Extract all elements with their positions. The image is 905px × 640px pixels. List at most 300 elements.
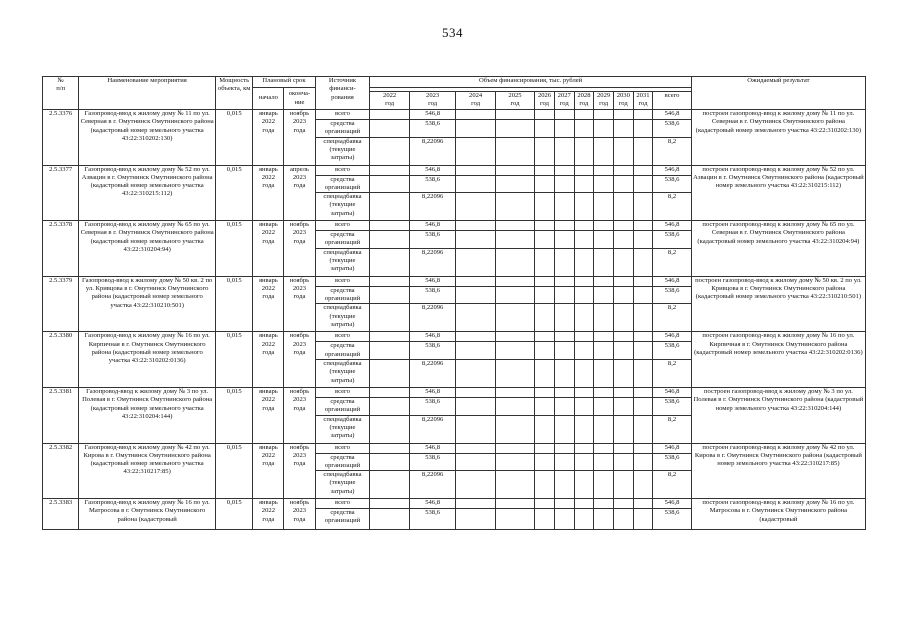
source-org: средства организаций	[315, 231, 370, 249]
row-result: построен газопровод-ввод к жилому дому № 52 по ул. Азвацин в г. Омутнинск Омутнинского района (кадастровый номер земельного участка 43:22:310215:112)	[691, 165, 865, 221]
finance-total: 8,2	[653, 359, 691, 387]
finance-cell	[370, 248, 409, 276]
finance-cell	[633, 120, 653, 138]
finance-cell	[633, 221, 653, 231]
finance-2023: 538,6	[409, 175, 456, 193]
finance-total: 546,8	[653, 387, 691, 397]
finance-cell	[495, 248, 534, 276]
finance-cell	[370, 304, 409, 332]
row-start: январь 2022 года	[253, 221, 284, 277]
row-result: построен газопровод-ввод к жилому дому № 16 по ул. Кирпичная в г. Омутнинск Омутнинского района (кадастровый номер земельного участка 43:22:310202:0136)	[691, 332, 865, 388]
row-result: построен газопровод-ввод к жилому дому № 65 по ул. Северная в г. Омутнинск Омутнинского района (кадастровый номер земельного участка 43:22:310204:94)	[691, 221, 865, 277]
finance-cell	[613, 165, 633, 175]
row-start: январь 2022 года	[253, 110, 284, 166]
finance-cell	[554, 165, 574, 175]
finance-cell	[370, 471, 409, 499]
source-total: всего	[315, 443, 370, 453]
finance-cell	[594, 397, 614, 415]
row-end: ноябрь 2023 года	[284, 221, 315, 277]
finance-cell	[370, 276, 409, 286]
finance-cell	[613, 509, 633, 530]
finance-cell	[370, 509, 409, 530]
finance-cell	[370, 286, 409, 304]
finance-cell	[594, 221, 614, 231]
finance-cell	[633, 276, 653, 286]
header-year: 2026 год	[535, 92, 555, 110]
row-name: Газопровод-ввод к жилому дому № 42 по ул. Кирова в г. Омутнинск Омутнинского района (кадастровый номер земельного участка 43:22:310217:85)	[79, 443, 216, 499]
header-finance: Объем финансирования, тыс. рублей	[370, 77, 691, 88]
finance-cell	[370, 120, 409, 138]
finance-cell	[456, 231, 495, 249]
finance-cell	[574, 453, 594, 471]
finance-total: 538,6	[653, 509, 691, 530]
finance-cell	[574, 443, 594, 453]
table-row	[43, 387, 866, 397]
finance-cell	[495, 304, 534, 332]
finance-cell	[574, 175, 594, 193]
finance-cell	[633, 165, 653, 175]
finance-cell	[495, 231, 534, 249]
finance-cell	[370, 332, 409, 342]
finance-cell	[594, 193, 614, 221]
row-result: построен газопровод-ввод к жилому дому № 16 по ул. Матросова в г. Омутнинск Омутнинского района (кадастровый	[691, 499, 865, 530]
table-row	[43, 165, 866, 175]
finance-cell	[594, 509, 614, 530]
finance-2023: 546,8	[409, 499, 456, 509]
header-year: 2028 год	[574, 92, 594, 110]
finance-cell	[574, 110, 594, 120]
row-capacity: 0,015	[216, 443, 253, 499]
finance-cell	[535, 231, 555, 249]
finance-cell	[613, 443, 633, 453]
finance-cell	[554, 397, 574, 415]
finance-cell	[554, 359, 574, 387]
finance-cell	[633, 332, 653, 342]
table-row	[43, 221, 866, 231]
row-end: ноябрь 2023 года	[284, 499, 315, 530]
finance-total: 8,2	[653, 415, 691, 443]
finance-cell	[495, 415, 534, 443]
finance-cell	[574, 397, 594, 415]
row-end: апрель 2023 года	[284, 165, 315, 221]
source-total: всего	[315, 221, 370, 231]
finance-cell	[574, 415, 594, 443]
table-body	[43, 110, 866, 530]
finance-cell	[613, 221, 633, 231]
finance-2023: 8,22096	[409, 415, 456, 443]
finance-cell	[574, 304, 594, 332]
finance-cell	[370, 387, 409, 397]
row-name: Газопровод-ввод к жилому дому № 3 по ул. Полевая в г. Омутнинск Омутнинского района (кадастровый номер земельного участка 43:22:310204:144)	[79, 387, 216, 443]
finance-total: 546,8	[653, 165, 691, 175]
finance-cell	[633, 248, 653, 276]
source-org: средства организаций	[315, 397, 370, 415]
finance-cell	[535, 453, 555, 471]
row-number: 2.5.3383	[43, 499, 79, 530]
finance-cell	[554, 110, 574, 120]
row-name: Газопровод-ввод к жилому дому № 11 по ул. Северная в г. Омутнинск Омутнинского района (кадастровый номер земельного участка 43:22:310202:130)	[79, 110, 216, 166]
row-start: январь 2022 года	[253, 332, 284, 388]
finance-cell	[456, 276, 495, 286]
finance-cell	[535, 415, 555, 443]
finance-cell	[535, 120, 555, 138]
finance-total: 8,2	[653, 193, 691, 221]
finance-cell	[594, 443, 614, 453]
finance-cell	[370, 342, 409, 360]
finance-cell	[495, 286, 534, 304]
finance-cell	[554, 443, 574, 453]
finance-cell	[633, 453, 653, 471]
finance-cell	[535, 499, 555, 509]
finance-cell	[633, 471, 653, 499]
finance-2023: 8,22096	[409, 137, 456, 165]
source-total: всего	[315, 276, 370, 286]
source-org: средства организаций	[315, 453, 370, 471]
finance-cell	[613, 499, 633, 509]
row-end: ноябрь 2023 года	[284, 276, 315, 332]
finance-cell	[554, 471, 574, 499]
finance-total: 8,2	[653, 137, 691, 165]
finance-cell	[613, 193, 633, 221]
finance-cell	[370, 221, 409, 231]
finance-cell	[535, 286, 555, 304]
header-term: Плановый срок	[253, 77, 315, 88]
finance-cell	[456, 471, 495, 499]
finance-2023: 8,22096	[409, 471, 456, 499]
finance-table	[42, 76, 866, 530]
finance-cell	[495, 443, 534, 453]
finance-cell	[535, 359, 555, 387]
source-org: средства организаций	[315, 120, 370, 138]
finance-cell	[574, 499, 594, 509]
finance-cell	[456, 304, 495, 332]
finance-2023: 546,8	[409, 387, 456, 397]
finance-2023: 546,8	[409, 276, 456, 286]
finance-cell	[370, 193, 409, 221]
finance-cell	[535, 342, 555, 360]
row-number: 2.5.3382	[43, 443, 79, 499]
source-total: всего	[315, 165, 370, 175]
finance-cell	[535, 509, 555, 530]
finance-cell	[370, 110, 409, 120]
row-number: 2.5.3377	[43, 165, 79, 221]
finance-cell	[456, 387, 495, 397]
finance-2023: 538,6	[409, 509, 456, 530]
finance-cell	[535, 304, 555, 332]
finance-cell	[554, 175, 574, 193]
row-start: январь 2022 года	[253, 276, 284, 332]
finance-cell	[574, 165, 594, 175]
finance-cell	[554, 120, 574, 138]
finance-2023: 546,8	[409, 443, 456, 453]
finance-cell	[554, 137, 574, 165]
finance-2023: 538,6	[409, 342, 456, 360]
row-capacity: 0,015	[216, 332, 253, 388]
header-year: 2029 год	[594, 92, 614, 110]
table-row	[43, 499, 866, 509]
finance-cell	[456, 120, 495, 138]
finance-total: 8,2	[653, 248, 691, 276]
finance-cell	[554, 221, 574, 231]
row-number: 2.5.3378	[43, 221, 79, 277]
source-org: средства организаций	[315, 342, 370, 360]
finance-cell	[554, 453, 574, 471]
finance-cell	[633, 110, 653, 120]
finance-cell	[456, 499, 495, 509]
finance-cell	[613, 286, 633, 304]
finance-cell	[370, 443, 409, 453]
finance-total: 538,6	[653, 120, 691, 138]
finance-2023: 8,22096	[409, 193, 456, 221]
finance-cell	[370, 415, 409, 443]
row-result: построен газопровод-ввод к жилому дому № 42 по ул. Кирова в г. Омутнинск Омутнинского района (кадастровый номер земельного участка 43:22:310217:85)	[691, 443, 865, 499]
header-year: 2031 год	[633, 92, 653, 110]
finance-cell	[594, 415, 614, 443]
finance-total: 538,6	[653, 397, 691, 415]
finance-cell	[594, 332, 614, 342]
header-result: Ожидаемый результат	[691, 77, 865, 110]
finance-cell	[554, 509, 574, 530]
finance-cell	[535, 110, 555, 120]
header-no: № п/п	[43, 77, 79, 110]
finance-cell	[456, 165, 495, 175]
row-start: январь 2022 года	[253, 387, 284, 443]
finance-cell	[633, 443, 653, 453]
table-row	[43, 443, 866, 453]
finance-cell	[594, 359, 614, 387]
finance-cell	[633, 397, 653, 415]
header-name: Наименование мероприятия	[79, 77, 216, 110]
row-number: 2.5.3379	[43, 276, 79, 332]
row-end: ноябрь 2023 года	[284, 332, 315, 388]
row-result: построен газопровод-ввод к жилому дому № 11 по ул. Северная в г. Омутнинск Омутнинского района (кадастровый номер земельного участка 43:22:310202:130)	[691, 110, 865, 166]
finance-2023: 546,8	[409, 165, 456, 175]
finance-cell	[535, 276, 555, 286]
source-total: всего	[315, 499, 370, 509]
row-name: Газопровод-ввод к жилому дому № 52 по ул. Азвацин в г. Омутнинск Омутнинского района (кадастровый номер земельного участка 43:22:310215:112)	[79, 165, 216, 221]
row-start: январь 2022 года	[253, 443, 284, 499]
row-start: январь 2022 года	[253, 165, 284, 221]
finance-cell	[574, 286, 594, 304]
finance-cell	[594, 120, 614, 138]
finance-cell	[613, 120, 633, 138]
row-end: ноябрь 2023 года	[284, 443, 315, 499]
source-special: спецнадбавка (текущие затраты)	[315, 304, 370, 332]
source-special: спецнадбавка (текущие затраты)	[315, 137, 370, 165]
finance-total: 8,2	[653, 304, 691, 332]
source-total: всего	[315, 332, 370, 342]
finance-cell	[495, 193, 534, 221]
finance-2023: 8,22096	[409, 304, 456, 332]
finance-cell	[370, 137, 409, 165]
row-capacity: 0,015	[216, 221, 253, 277]
finance-total: 546,8	[653, 110, 691, 120]
finance-cell	[594, 342, 614, 360]
finance-cell	[574, 120, 594, 138]
row-result: построен газопровод-ввод к жилому дому № 50 кв. 2 по ул. Кривцова в г. Омутнинск Омутнинского района (кадастровый номер земельного участка 43:22:310210:501)	[691, 276, 865, 332]
finance-cell	[456, 397, 495, 415]
finance-total: 546,8	[653, 221, 691, 231]
finance-cell	[613, 359, 633, 387]
source-org: средства организаций	[315, 286, 370, 304]
finance-cell	[456, 221, 495, 231]
finance-cell	[633, 342, 653, 360]
finance-cell	[495, 387, 534, 397]
source-total: всего	[315, 387, 370, 397]
finance-cell	[613, 137, 633, 165]
finance-cell	[574, 231, 594, 249]
finance-cell	[370, 175, 409, 193]
finance-cell	[594, 175, 614, 193]
finance-cell	[594, 165, 614, 175]
finance-cell	[574, 342, 594, 360]
row-name: Газопровод-ввод к жилому дому № 50 кв. 2 по ул. Кривцова в г. Омутнинск Омутнинского района (кадастровый номер земельного участка 43:22:310210:501)	[79, 276, 216, 332]
table-row	[43, 276, 866, 286]
source-org: средства организаций	[315, 175, 370, 193]
finance-cell	[613, 248, 633, 276]
finance-total: 538,6	[653, 231, 691, 249]
header-total: всего	[653, 92, 691, 110]
finance-cell	[554, 415, 574, 443]
finance-cell	[535, 221, 555, 231]
row-capacity: 0,015	[216, 387, 253, 443]
table-header	[43, 77, 866, 110]
finance-cell	[370, 359, 409, 387]
finance-cell	[495, 175, 534, 193]
finance-cell	[554, 231, 574, 249]
finance-cell	[495, 397, 534, 415]
finance-cell	[535, 332, 555, 342]
finance-cell	[370, 499, 409, 509]
row-end: ноябрь 2023 года	[284, 110, 315, 166]
finance-2023: 8,22096	[409, 248, 456, 276]
finance-cell	[574, 248, 594, 276]
finance-cell	[574, 137, 594, 165]
finance-cell	[495, 499, 534, 509]
row-result: построен газопровод-ввод к жилому дому № 3 по ул. Полевая в г. Омутнинск Омутнинского района (кадастровый номер земельного участка 43:22:310204:144)	[691, 387, 865, 443]
finance-cell	[370, 453, 409, 471]
row-capacity: 0,015	[216, 165, 253, 221]
finance-cell	[535, 248, 555, 276]
finance-cell	[495, 276, 534, 286]
finance-cell	[613, 342, 633, 360]
finance-cell	[554, 276, 574, 286]
finance-cell	[574, 332, 594, 342]
finance-cell	[594, 248, 614, 276]
finance-cell	[456, 110, 495, 120]
row-name: Газопровод-ввод к жилому дому № 16 по ул. Матросова в г. Омутнинск Омутнинского района (кадастровый	[79, 499, 216, 530]
source-special: спецнадбавка (текущие затраты)	[315, 359, 370, 387]
source-total: всего	[315, 110, 370, 120]
finance-2023: 538,6	[409, 453, 456, 471]
row-name: Газопровод-ввод к жилому дому № 65 по ул. Северная в г. Омутнинск Омутнинского района (кадастровый номер земельного участка 43:22:310204:94)	[79, 221, 216, 277]
table-row	[43, 110, 866, 120]
finance-cell	[554, 193, 574, 221]
finance-cell	[456, 286, 495, 304]
finance-cell	[495, 137, 534, 165]
finance-cell	[495, 453, 534, 471]
row-start: январь 2022 года	[253, 499, 284, 530]
finance-cell	[633, 499, 653, 509]
finance-cell	[456, 248, 495, 276]
finance-cell	[594, 304, 614, 332]
row-number: 2.5.3376	[43, 110, 79, 166]
source-special: спецнадбавка (текущие затраты)	[315, 248, 370, 276]
row-capacity: 0,015	[216, 110, 253, 166]
header-capacity: Мощность объекта, км	[216, 77, 253, 110]
finance-cell	[535, 175, 555, 193]
finance-cell	[495, 471, 534, 499]
header-year: 2025 год	[495, 92, 534, 110]
finance-cell	[594, 137, 614, 165]
finance-cell	[535, 471, 555, 499]
row-number: 2.5.3381	[43, 387, 79, 443]
finance-cell	[594, 286, 614, 304]
header-year: 2023 год	[409, 92, 456, 110]
finance-cell	[613, 110, 633, 120]
header-year: 2030 год	[613, 92, 633, 110]
finance-cell	[370, 165, 409, 175]
finance-cell	[613, 453, 633, 471]
finance-cell	[613, 304, 633, 332]
finance-cell	[613, 175, 633, 193]
finance-cell	[613, 415, 633, 443]
finance-cell	[613, 276, 633, 286]
finance-cell	[613, 397, 633, 415]
finance-cell	[554, 387, 574, 397]
header-term-start: начало	[253, 88, 284, 110]
finance-cell	[594, 453, 614, 471]
finance-cell	[613, 471, 633, 499]
finance-cell	[633, 286, 653, 304]
finance-cell	[495, 359, 534, 387]
source-special: спецнадбавка (текущие затраты)	[315, 415, 370, 443]
finance-cell	[456, 359, 495, 387]
header-year: 2022 год	[370, 92, 409, 110]
finance-cell	[495, 221, 534, 231]
source-special: спецнадбавка (текущие затраты)	[315, 471, 370, 499]
header-year: 2027 год	[554, 92, 574, 110]
finance-2023: 8,22096	[409, 359, 456, 387]
finance-total: 538,6	[653, 175, 691, 193]
finance-cell	[456, 175, 495, 193]
finance-total: 538,6	[653, 342, 691, 360]
finance-cell	[456, 443, 495, 453]
finance-cell	[574, 387, 594, 397]
finance-cell	[574, 221, 594, 231]
finance-total: 8,2	[653, 471, 691, 499]
page-number: 534	[442, 25, 463, 40]
finance-cell	[456, 342, 495, 360]
finance-cell	[574, 509, 594, 530]
finance-cell	[456, 137, 495, 165]
finance-cell	[456, 332, 495, 342]
finance-cell	[633, 304, 653, 332]
finance-2023: 546,8	[409, 110, 456, 120]
finance-cell	[535, 387, 555, 397]
finance-total: 538,6	[653, 286, 691, 304]
finance-total: 546,8	[653, 499, 691, 509]
finance-cell	[594, 110, 614, 120]
finance-cell	[370, 231, 409, 249]
row-capacity: 0,015	[216, 276, 253, 332]
finance-2023: 538,6	[409, 397, 456, 415]
finance-cell	[554, 286, 574, 304]
finance-cell	[633, 137, 653, 165]
finance-total: 546,8	[653, 443, 691, 453]
finance-cell	[633, 175, 653, 193]
finance-cell	[633, 359, 653, 387]
